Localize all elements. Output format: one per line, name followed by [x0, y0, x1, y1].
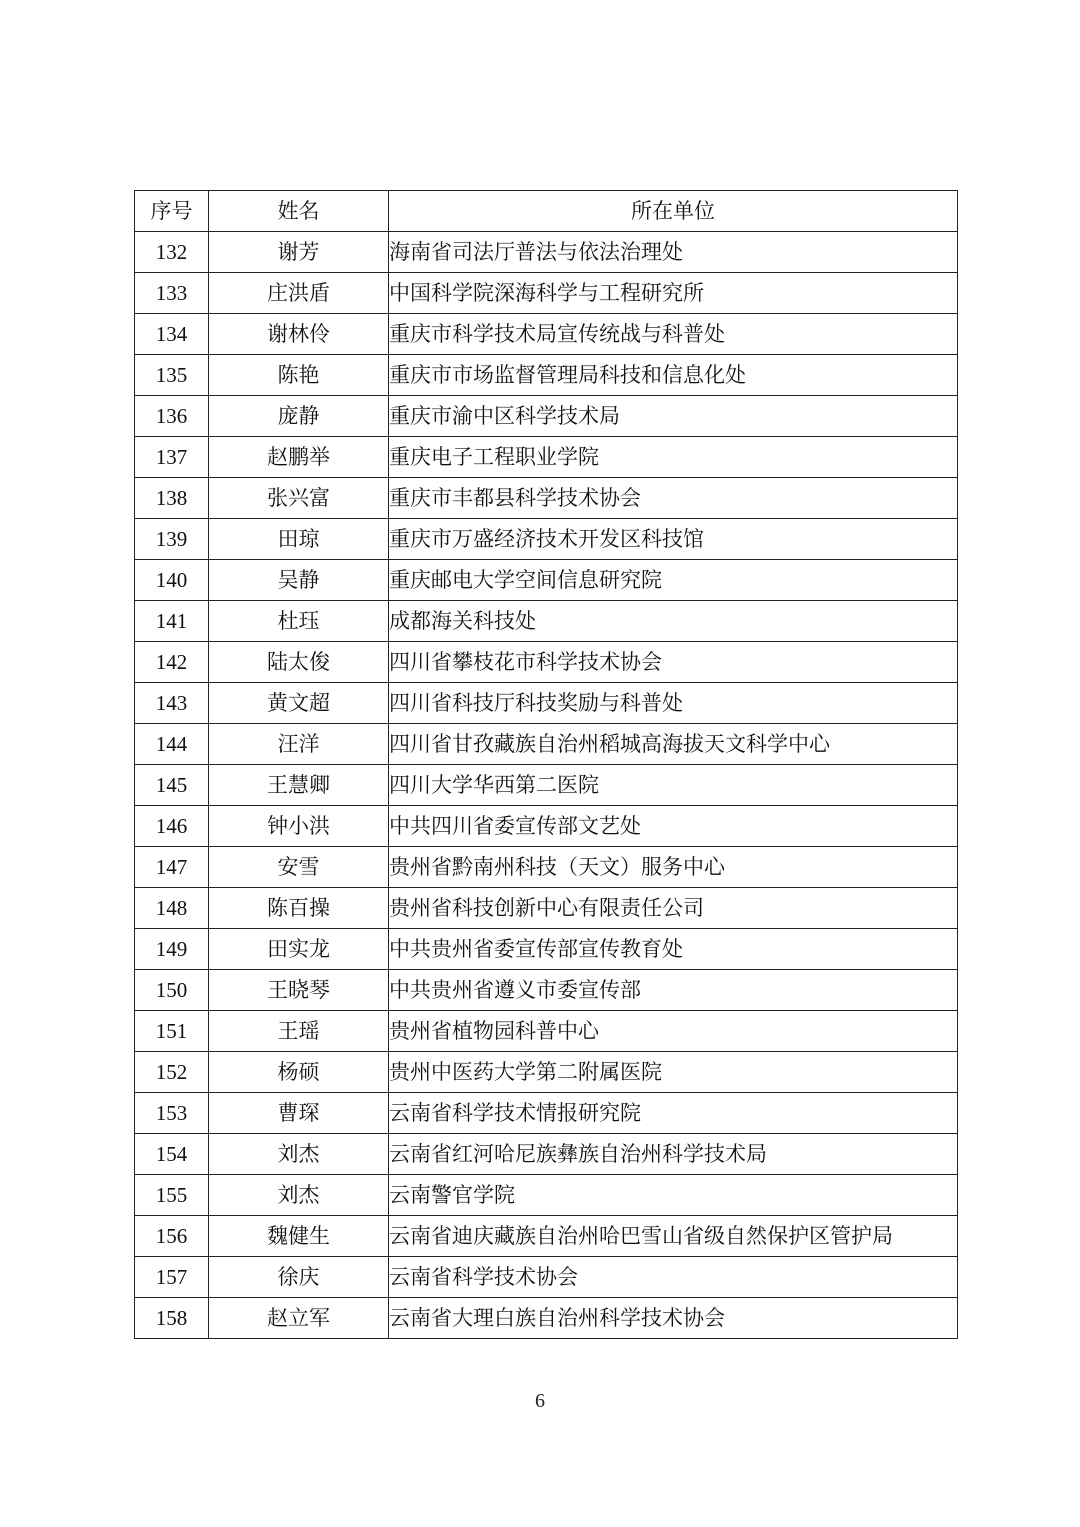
table-row — [135, 847, 958, 888]
table-row — [135, 970, 958, 1011]
cell-name: 魏健生 — [209, 1216, 389, 1257]
cell-work-unit: 云南省红河哈尼族彝族自治州科学技术局 — [389, 1134, 958, 1175]
cell-work-unit: 四川大学华西第二医院 — [389, 765, 958, 806]
cell-serial-number: 158 — [135, 1298, 209, 1339]
table-row — [135, 724, 958, 765]
cell-serial-number: 143 — [135, 683, 209, 724]
table-row — [135, 560, 958, 601]
cell-serial-number: 147 — [135, 847, 209, 888]
cell-name: 吴静 — [209, 560, 389, 601]
cell-name: 庞静 — [209, 396, 389, 437]
cell-work-unit: 重庆市市场监督管理局科技和信息化处 — [389, 355, 958, 396]
table-body — [135, 232, 958, 1339]
cell-work-unit: 云南省大理白族自治州科学技术协会 — [389, 1298, 958, 1339]
cell-work-unit: 重庆市渝中区科学技术局 — [389, 396, 958, 437]
cell-serial-number: 149 — [135, 929, 209, 970]
cell-name: 钟小洪 — [209, 806, 389, 847]
cell-serial-number: 139 — [135, 519, 209, 560]
cell-work-unit: 四川省攀枝花市科学技术协会 — [389, 642, 958, 683]
cell-serial-number: 135 — [135, 355, 209, 396]
cell-name: 刘杰 — [209, 1134, 389, 1175]
cell-serial-number: 145 — [135, 765, 209, 806]
cell-name: 王晓琴 — [209, 970, 389, 1011]
header-name: 姓名 — [209, 191, 389, 232]
cell-work-unit: 重庆市科学技术局宣传统战与科普处 — [389, 314, 958, 355]
table-row — [135, 806, 958, 847]
cell-name: 曹琛 — [209, 1093, 389, 1134]
cell-name: 杨硕 — [209, 1052, 389, 1093]
table-row — [135, 396, 958, 437]
header-serial-number: 序号 — [135, 191, 209, 232]
cell-serial-number: 154 — [135, 1134, 209, 1175]
table-row — [135, 519, 958, 560]
cell-work-unit: 成都海关科技处 — [389, 601, 958, 642]
cell-serial-number: 133 — [135, 273, 209, 314]
cell-serial-number: 153 — [135, 1093, 209, 1134]
cell-name: 张兴富 — [209, 478, 389, 519]
cell-serial-number: 157 — [135, 1257, 209, 1298]
cell-work-unit: 贵州省黔南州科技（天文）服务中心 — [389, 847, 958, 888]
table-row — [135, 314, 958, 355]
cell-serial-number: 141 — [135, 601, 209, 642]
cell-name: 杜珏 — [209, 601, 389, 642]
table-row — [135, 437, 958, 478]
cell-serial-number: 146 — [135, 806, 209, 847]
roster-table-container — [134, 190, 957, 1339]
cell-serial-number: 138 — [135, 478, 209, 519]
cell-name: 田琼 — [209, 519, 389, 560]
cell-name: 田实龙 — [209, 929, 389, 970]
table-row — [135, 601, 958, 642]
cell-serial-number: 140 — [135, 560, 209, 601]
cell-serial-number: 156 — [135, 1216, 209, 1257]
cell-name: 王瑶 — [209, 1011, 389, 1052]
cell-name: 陈艳 — [209, 355, 389, 396]
cell-work-unit: 中共贵州省委宣传部宣传教育处 — [389, 929, 958, 970]
cell-work-unit: 海南省司法厅普法与依法治理处 — [389, 232, 958, 273]
cell-serial-number: 151 — [135, 1011, 209, 1052]
cell-work-unit: 四川省科技厅科技奖励与科普处 — [389, 683, 958, 724]
table-row — [135, 1257, 958, 1298]
table-header-row — [135, 191, 958, 232]
table-row — [135, 683, 958, 724]
header-work-unit: 所在单位 — [389, 191, 958, 232]
cell-work-unit: 云南警官学院 — [389, 1175, 958, 1216]
cell-serial-number: 155 — [135, 1175, 209, 1216]
cell-work-unit: 贵州省植物园科普中心 — [389, 1011, 958, 1052]
cell-serial-number: 132 — [135, 232, 209, 273]
cell-name: 刘杰 — [209, 1175, 389, 1216]
cell-work-unit: 云南省科学技术情报研究院 — [389, 1093, 958, 1134]
cell-work-unit: 云南省迪庆藏族自治州哈巴雪山省级自然保护区管护局 — [389, 1216, 958, 1257]
cell-name: 黄文超 — [209, 683, 389, 724]
cell-serial-number: 150 — [135, 970, 209, 1011]
cell-work-unit: 中国科学院深海科学与工程研究所 — [389, 273, 958, 314]
cell-work-unit: 中共贵州省遵义市委宣传部 — [389, 970, 958, 1011]
cell-serial-number: 152 — [135, 1052, 209, 1093]
cell-name: 谢芳 — [209, 232, 389, 273]
cell-work-unit: 重庆市丰都县科学技术协会 — [389, 478, 958, 519]
cell-serial-number: 136 — [135, 396, 209, 437]
table-row — [135, 888, 958, 929]
table-row — [135, 478, 958, 519]
cell-name: 安雪 — [209, 847, 389, 888]
cell-work-unit: 重庆市万盛经济技术开发区科技馆 — [389, 519, 958, 560]
table-row — [135, 1093, 958, 1134]
cell-name: 赵立军 — [209, 1298, 389, 1339]
cell-serial-number: 137 — [135, 437, 209, 478]
cell-name: 徐庆 — [209, 1257, 389, 1298]
roster-table — [134, 190, 958, 1339]
cell-work-unit: 重庆邮电大学空间信息研究院 — [389, 560, 958, 601]
cell-work-unit: 云南省科学技术协会 — [389, 1257, 958, 1298]
cell-work-unit: 贵州省科技创新中心有限责任公司 — [389, 888, 958, 929]
table-row — [135, 1052, 958, 1093]
cell-work-unit: 中共四川省委宣传部文艺处 — [389, 806, 958, 847]
table-row — [135, 1216, 958, 1257]
page-number: 6 — [535, 1390, 545, 1412]
table-row — [135, 1298, 958, 1339]
table-row — [135, 1011, 958, 1052]
cell-serial-number: 144 — [135, 724, 209, 765]
table-row — [135, 232, 958, 273]
table-row — [135, 1175, 958, 1216]
table-row — [135, 273, 958, 314]
cell-work-unit: 重庆电子工程职业学院 — [389, 437, 958, 478]
cell-name: 王慧卿 — [209, 765, 389, 806]
cell-serial-number: 134 — [135, 314, 209, 355]
cell-name: 陆太俊 — [209, 642, 389, 683]
table-row — [135, 765, 958, 806]
cell-name: 汪洋 — [209, 724, 389, 765]
cell-serial-number: 148 — [135, 888, 209, 929]
cell-name: 赵鹏举 — [209, 437, 389, 478]
cell-name: 庄洪盾 — [209, 273, 389, 314]
cell-work-unit: 四川省甘孜藏族自治州稻城高海拔天文科学中心 — [389, 724, 958, 765]
cell-work-unit: 贵州中医药大学第二附属医院 — [389, 1052, 958, 1093]
table-row — [135, 929, 958, 970]
table-row — [135, 355, 958, 396]
table-row — [135, 642, 958, 683]
cell-name: 陈百操 — [209, 888, 389, 929]
cell-name: 谢林伶 — [209, 314, 389, 355]
cell-serial-number: 142 — [135, 642, 209, 683]
table-row — [135, 1134, 958, 1175]
